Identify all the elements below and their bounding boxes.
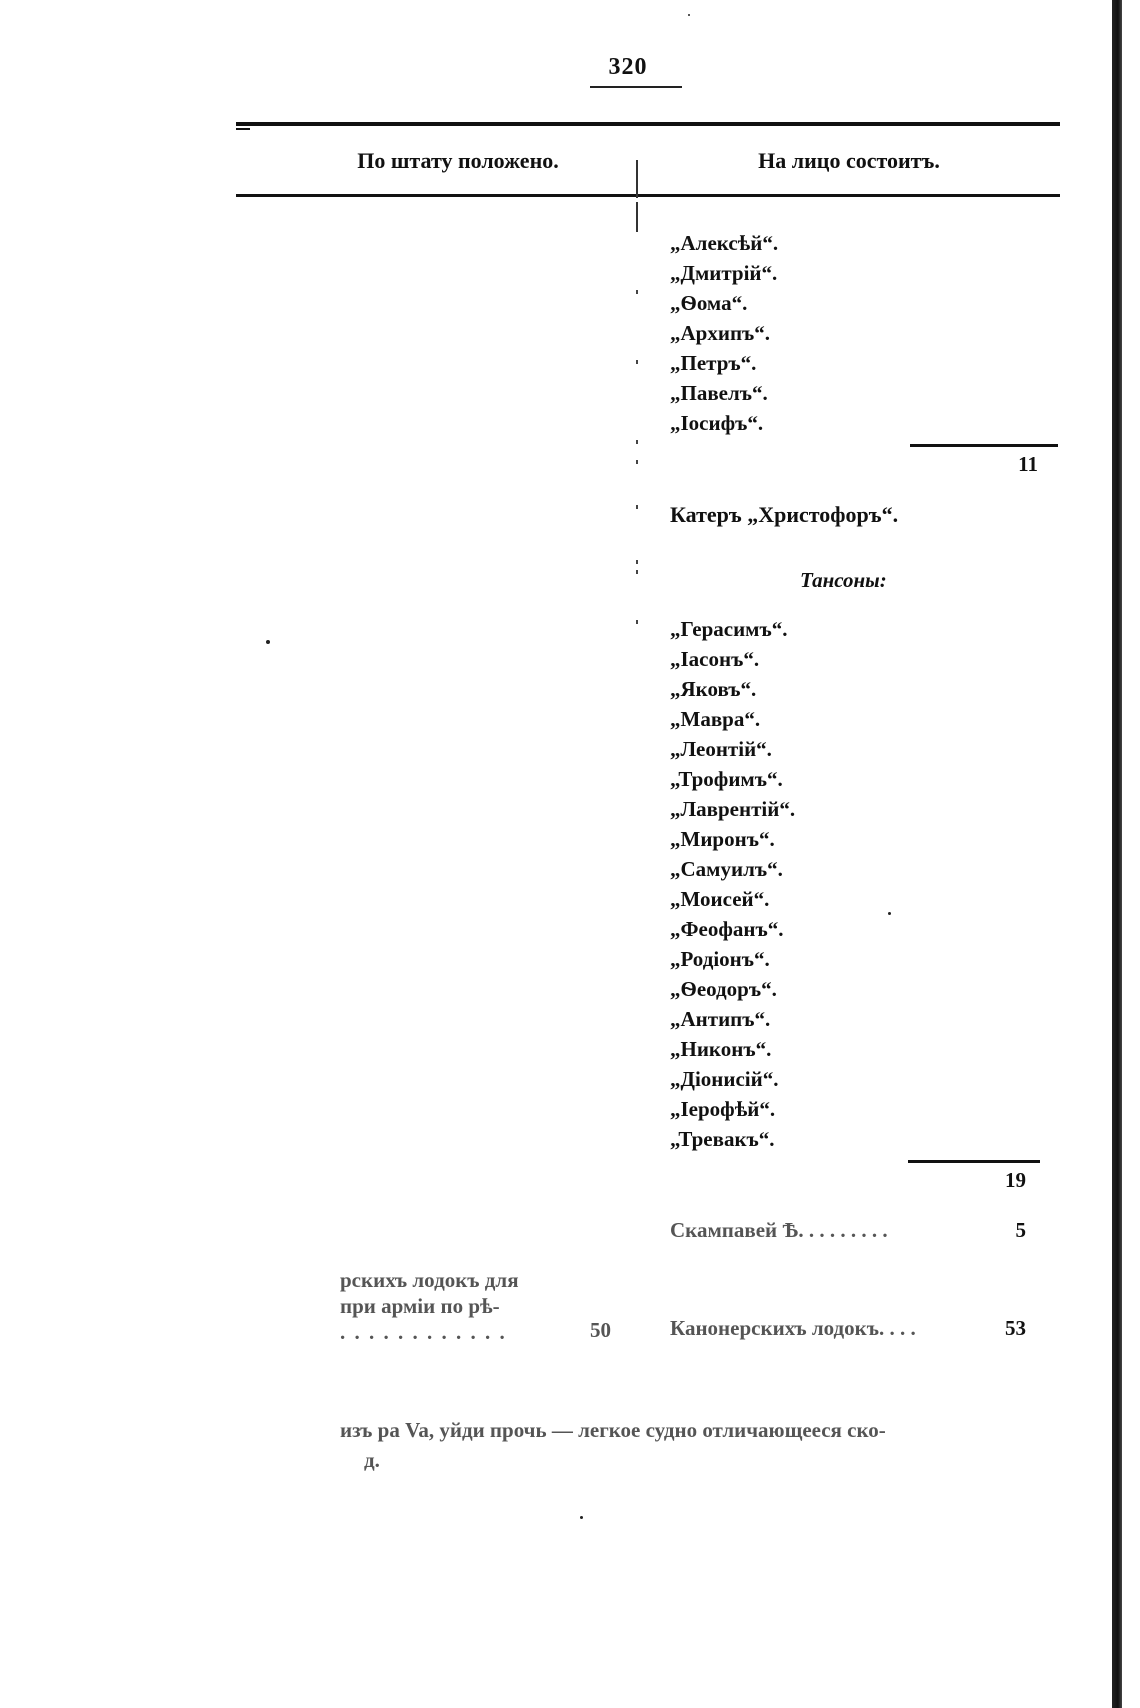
pontoon-name: „Яковъ“. <box>670 677 757 701</box>
pontoon-name: „Антипъ“. <box>670 1007 771 1031</box>
skampavei-label: Скампавей Ѣ. . . . . . . . . <box>670 1218 888 1242</box>
cutter-line: Катеръ „Христофоръ“. <box>670 502 899 527</box>
left-note-line-1: рскихъ лодокъ для <box>340 1268 519 1292</box>
pontoon-name: „Родіонъ“. <box>670 947 770 971</box>
column-divider-dot <box>636 440 638 444</box>
column-divider-dot <box>636 560 638 564</box>
boats-group-1-sum-rule <box>910 444 1058 447</box>
boat-name: „Петръ“. <box>670 351 757 375</box>
column-divider-dot <box>636 570 638 574</box>
pontoon-name: „Герасимъ“. <box>670 617 788 641</box>
gunboats-label: Канонерскихъ лодокъ. . . . <box>670 1316 916 1340</box>
boat-name: „Архипъ“. <box>670 321 771 345</box>
stray-speck <box>888 912 891 915</box>
boat-name: „Ѳома“. <box>670 291 748 315</box>
pontoon-name: „Мавра“. <box>670 707 761 731</box>
page-number: 320 <box>608 54 648 80</box>
pontoon-name: „Іерофѣй“. <box>670 1097 776 1121</box>
pontoon-name: „Іасонъ“. <box>670 647 760 671</box>
column-divider-dot <box>636 460 638 464</box>
boat-name: „Дмитрій“. <box>670 261 778 285</box>
table-top-rule <box>236 122 1060 126</box>
boat-name: „Алексѣй“. <box>670 231 779 255</box>
column-divider-dot <box>636 620 638 624</box>
page-number-rule <box>590 86 682 88</box>
boat-name: „Іосифъ“. <box>670 411 764 435</box>
left-note-line-3: . . . . . . . . . . . . <box>340 1320 507 1344</box>
stray-speck <box>266 640 270 644</box>
column-divider-header <box>636 160 638 198</box>
skampavei-value: 5 <box>1015 1218 1026 1242</box>
pontoon-name: „Никонъ“. <box>670 1037 772 1061</box>
pontoon-name: „Трофимъ“. <box>670 767 783 791</box>
pontoon-name: „Діонисій“. <box>670 1067 779 1091</box>
footnote-line-2: д. <box>364 1448 380 1472</box>
pontoon-name: „Леонтій“. <box>670 737 772 761</box>
pontoons-total: 19 <box>1005 1168 1026 1192</box>
stray-speck <box>688 14 690 16</box>
header-bottom-rule <box>236 194 1060 197</box>
column-divider-top <box>636 202 638 232</box>
boats-group-1-list <box>670 228 778 438</box>
column-divider-dot <box>636 290 638 294</box>
footnote-line-1: изъ ра Va, уйди прочь — легкое судно отличающееся ско- <box>340 1418 886 1442</box>
header-right-column: На лицо состоитъ. <box>758 148 940 173</box>
pontoons-sum-rule <box>908 1160 1040 1163</box>
pontoons-list <box>670 614 795 1154</box>
pontoon-name: „Ѳеодоръ“. <box>670 977 777 1001</box>
pontoon-name: „Феофанъ“. <box>670 917 784 941</box>
column-divider-dot <box>636 360 638 364</box>
pontoon-name: „Миронъ“. <box>670 827 775 851</box>
gunboats-value: 53 <box>1005 1316 1026 1340</box>
boat-name: „Павелъ“. <box>670 381 768 405</box>
pontoon-name: „Лаврентій“. <box>670 797 796 821</box>
boats-group-1-total: 11 <box>1018 452 1038 476</box>
scan-page-edge <box>1112 0 1122 1708</box>
column-divider-dot <box>636 505 638 509</box>
stray-speck <box>580 1516 583 1519</box>
pontoon-name: „Самуилъ“. <box>670 857 783 881</box>
pontoon-name: „Тревакъ“. <box>670 1127 775 1151</box>
pontoon-name: „Моисей“. <box>670 887 770 911</box>
left-note-line-2: при арміи по рѣ- <box>340 1294 500 1318</box>
left-note-value: 50 <box>590 1318 611 1342</box>
pontoons-heading: Тансоны: <box>800 568 887 592</box>
header-left-column: По штату положено. <box>357 148 559 173</box>
table-top-rule-tick <box>236 128 250 130</box>
